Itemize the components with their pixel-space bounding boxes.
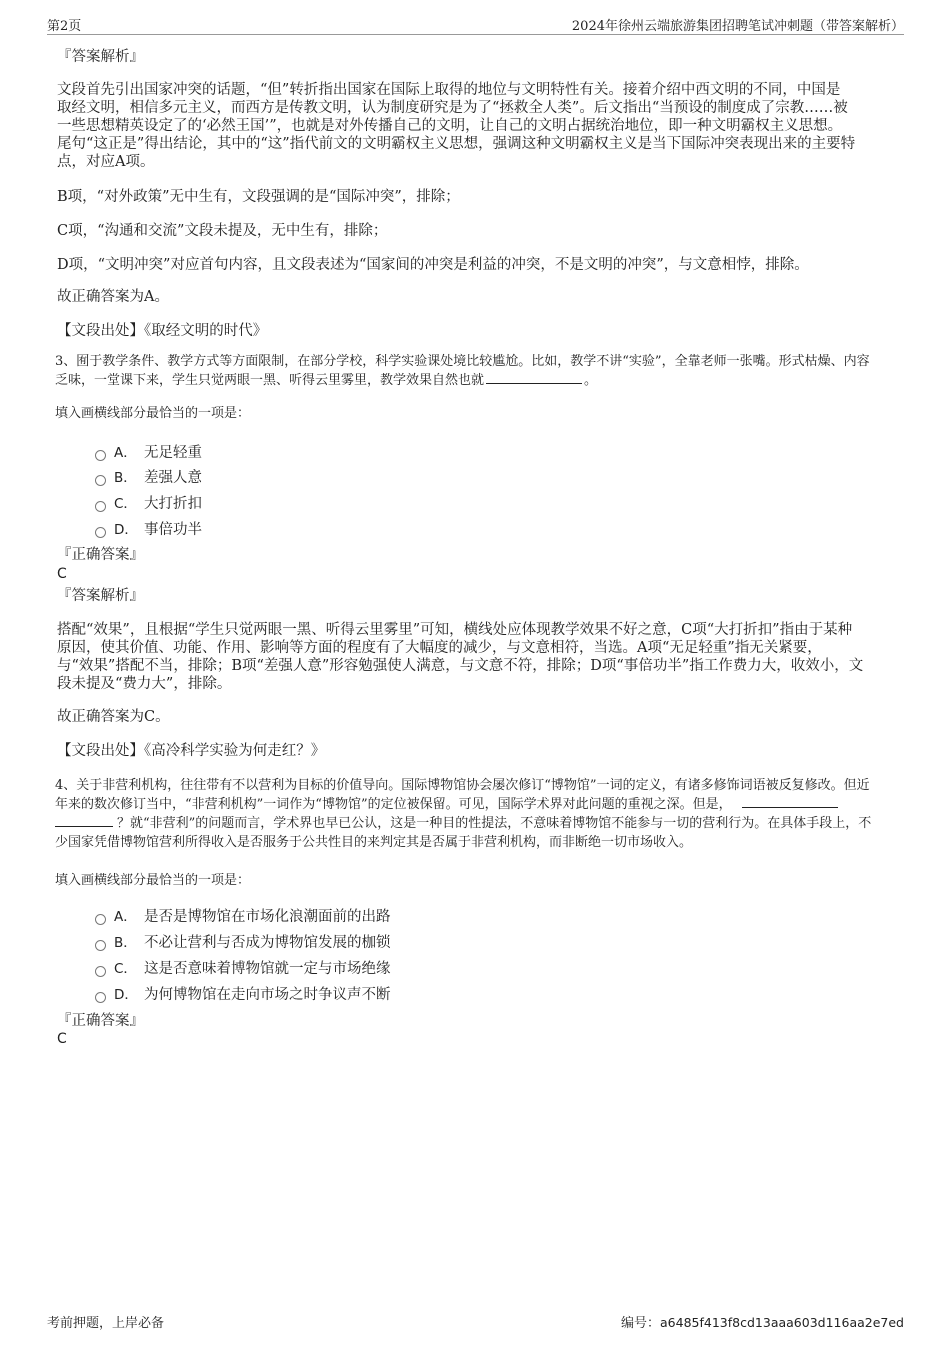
q2-analysis-line: 点，对应A项。 [57,154,155,170]
q3-source: 【文段出处】《高冷科学实验为何走红？》 [57,743,326,759]
document-title: 2024年徐州云端旅游集团招聘笔试冲刺题（带答案解析） [571,19,904,34]
option-text: 是否是博物馆在市场化浪潮面前的出路 [144,909,391,925]
radio-icon[interactable] [95,450,106,461]
option-label: D． [114,522,138,538]
q3-option-c[interactable] [95,492,202,512]
q2-source: 【文段出处】《取经文明的时代》 [57,323,268,339]
q3-prompt: 填入画横线部分最恰当的一项是： [55,406,251,421]
q4-option-c[interactable] [95,957,391,977]
q3-answer-label: 『正确答案』 [57,547,144,563]
q3-answer: C [57,566,67,582]
radio-icon[interactable] [95,992,106,1003]
radio-icon[interactable] [95,527,106,538]
q4-stem-line: 少国家凭借博物馆营利所得收入是否服务于公共性目的来判定其是否属于非营利机构，而非断绝一切市场收入。 [55,835,693,850]
option-text: 为何博物馆在走向市场之时争议声不断 [144,987,391,1003]
q2-option-d-note: D项，“文明冲突”对应首句内容，且文段表述为“国家间的冲突是利益的冲突，不是文明的冲突”，与文意相悖，排除。 [57,257,809,273]
option-label: B． [114,470,137,486]
option-label: D． [114,987,138,1003]
q3-analysis-label: 『答案解析』 [57,588,144,604]
q2-analysis-line: 取经文明，相信多元主义，而西方是传教文明，认为制度研究是为了“拯救全人类”。后文指出“当预设的制度成了宗教……被 [57,100,848,116]
q4-option-d[interactable] [95,983,391,1003]
page-header [47,14,904,35]
q2-analysis-label: 『答案解析』 [57,49,144,65]
q2-analysis-line: 尾句“这正是”得出结论，其中的“这”指代前文的文明霸权主义思想，强调这种文明霸权主义是当下国际冲突表现出来的主要特 [57,136,856,152]
q2-analysis-line: 文段首先引出国家冲突的话题，“但”转折指出国家在国际上取得的地位与文明特性有关。接着介绍中西文明的不同，中国是 [57,82,841,98]
document-id [621,1312,904,1331]
option-label: A． [114,445,137,461]
document-id-value: a6485f413f8cd13aaa603d116aa2e7ed [660,1315,904,1330]
option-text: 不必让营利与否成为博物馆发展的枷锁 [144,935,391,951]
q4-option-a[interactable] [95,905,391,925]
q4-answer-label: 『正确答案』 [57,1013,144,1029]
option-text: 这是否意味着博物馆就一定与市场绝缘 [144,961,391,977]
q4-blank-part2 [55,815,113,827]
q3-analysis-line: 搭配“效果”，且根据“学生只觉两眼一黑、听得云里雾里”可知，横线处应体现教学效果不好之意，C项“大打折扣”指由于某种 [57,622,853,638]
q3-analysis-line: 与“效果”搭配不当，排除；B项“差强人意”形容勉强使人满意，与文意不符，排除；D项“事倍功半”指工作费力大，收效小，文 [57,658,864,674]
q3-analysis-line: 原因，使其价值、功能、作用、影响等方面的程度有了大幅度的减少，与文意相符，当选。A项“无足轻重”指无关紧要， [57,640,822,656]
option-text: 无足轻重 [144,445,202,461]
document-id-label: 编号： [621,1316,661,1331]
option-text: 事倍功半 [144,522,202,538]
option-label: B． [114,935,137,951]
radio-icon[interactable] [95,501,106,512]
option-label: C． [114,961,137,977]
q4-stem [55,776,895,852]
q3-analysis-line: 段未提及“费力大”，排除。 [57,676,232,692]
radio-icon[interactable] [95,914,106,925]
q4-option-b[interactable] [95,931,391,951]
q2-analysis [57,81,893,171]
page-number: 第2页 [47,19,82,34]
radio-icon[interactable] [95,475,106,486]
q3-analysis [57,621,893,693]
q4-answer: C [57,1031,67,1047]
q3-conclusion: 故正确答案为C。 [57,709,170,725]
q4-stem-line: 4、关于非营利机构，往往带有不以营利为目标的价值导向。国际博物馆协会屡次修订“博物馆”一词的定义，有诸多修饰词语被反复修改。但近 [55,778,870,793]
q3-blank [486,372,582,384]
q2-option-c-note: C项，“沟通和交流”文段未提及，无中生有，排除； [57,223,388,239]
q3-stem-end: 。 [584,373,598,388]
q3-option-b[interactable] [95,466,202,486]
q3-option-a[interactable] [95,441,202,461]
q4-blank-part1 [742,796,838,808]
q2-option-b-note: B项，“对外政策”无中生有，文段强调的是“国际冲突”，排除； [57,189,460,205]
radio-icon[interactable] [95,940,106,951]
option-label: A． [114,909,137,925]
q4-stem-line: ？就“非营利”的问题而言，学术界也早已公认，这是一种目的性提法，不意味着博物馆不能参与一切的营利行为。在具体手段上，不 [117,816,872,831]
q2-conclusion: 故正确答案为A。 [57,289,169,305]
footer-slogan: 考前押题，上岸必备 [47,1316,165,1331]
q3-stem-line: 乏味，一堂课下来，学生只觉两眼一黑、听得云里雾里，教学效果自然也就 [55,373,485,388]
option-label: C． [114,496,137,512]
q3-stem-line: 3、囿于教学条件、教学方式等方面限制，在部分学校，科学实验课处境比较尴尬。比如，教学不讲“实验”，全靠老师一张嘴。形式枯燥、内容 [55,354,870,369]
option-text: 大打折扣 [144,496,202,512]
q3-option-d[interactable] [95,518,202,538]
option-text: 差强人意 [144,470,202,486]
q2-analysis-line: 一些思想精英设定了的‘必然王国’”，也就是对外传播自己的文明，让自己的文明占据统治地位，即一种文明霸权主义思想。 [57,118,843,134]
q4-prompt: 填入画横线部分最恰当的一项是： [55,873,251,888]
q4-stem-line: 年来的数次修订当中，“非营利机构”一词作为“博物馆”的定位被保留。可见，国际学术界对此问题的重视之深。但是， [55,797,732,812]
radio-icon[interactable] [95,966,106,977]
q3-stem [55,352,895,390]
